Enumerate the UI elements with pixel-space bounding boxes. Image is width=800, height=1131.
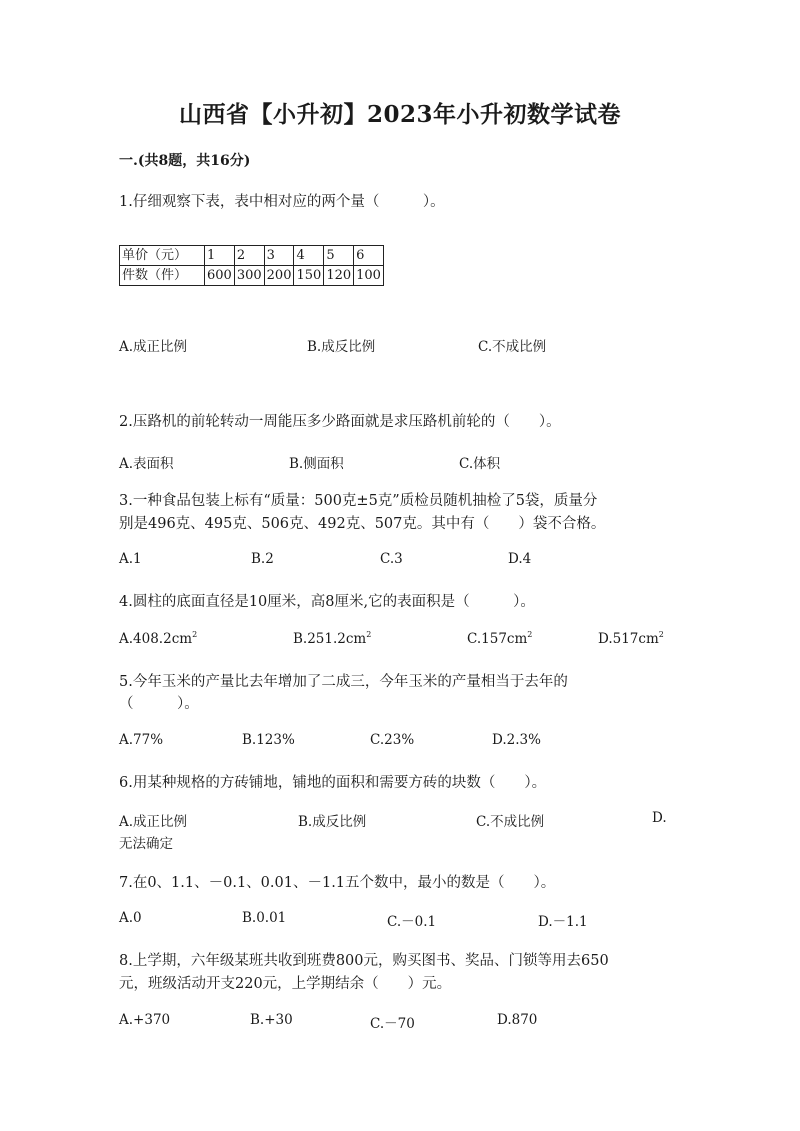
option-c[interactable]: C.－70: [370, 1016, 415, 1032]
table-cell: 300: [234, 266, 264, 286]
option-d[interactable]: D.870: [497, 1012, 538, 1028]
table-row: [120, 246, 384, 266]
question-8-line-1: 8.上学期，六年级某班共收到班费800元，购买图书、奖品、门锁等用去650: [119, 953, 609, 969]
option-b[interactable]: B.123%: [242, 732, 295, 748]
option-a[interactable]: A.77%: [119, 732, 164, 748]
table-cell: 4: [294, 246, 324, 266]
table-cell: 1: [205, 246, 235, 266]
option-text: C.157cm: [467, 631, 528, 647]
unit-superscript: 2: [527, 630, 533, 639]
question-1: 1.仔细观察下表，表中相对应的两个量（ ）。: [119, 194, 445, 210]
option-text: D.517cm: [598, 631, 659, 647]
option-c[interactable]: C.－0.1: [387, 914, 437, 930]
option-c[interactable]: C.体积: [459, 456, 501, 472]
option-b[interactable]: B.侧面积: [289, 456, 344, 472]
question-5-line-2: （ ）。: [119, 696, 199, 712]
table-cell: 150: [294, 266, 324, 286]
option-d[interactable]: D.4: [508, 551, 532, 567]
option-a[interactable]: A.1: [119, 551, 142, 567]
option-a[interactable]: A.+370: [119, 1012, 171, 1028]
table-cell: 120: [324, 266, 354, 286]
table-cell: 600: [205, 266, 235, 286]
table-cell: 单价（元）: [120, 246, 205, 266]
question-5-line-1: 5.今年玉米的产量比去年增加了二成三，今年玉米的产量相当于去年的: [119, 674, 568, 690]
option-c[interactable]: [467, 630, 532, 647]
option-a[interactable]: A.0: [119, 910, 142, 926]
option-d[interactable]: [598, 630, 664, 647]
section-heading: 一.(共8题，共16分): [119, 153, 251, 169]
option-text: B.251.2cm: [293, 631, 367, 647]
option-a[interactable]: A.表面积: [119, 456, 174, 472]
option-d[interactable]: D.: [652, 810, 667, 826]
option-a[interactable]: A.成正比例: [119, 339, 188, 355]
unit-superscript: 2: [192, 630, 198, 639]
option-text: A.408.2cm: [119, 631, 193, 647]
question-8-line-2: 元，班级活动开支220元，上学期结余（ ）元。: [119, 976, 452, 992]
option-d-text[interactable]: 无法确定: [119, 836, 173, 852]
table-cell: 100: [354, 266, 384, 286]
option-c[interactable]: C.23%: [370, 732, 415, 748]
question-4: 4.圆柱的底面直径是10厘米，高8厘米,它的表面积是（ ）。: [119, 594, 535, 610]
table-cell: 200: [264, 266, 294, 286]
table-row: [120, 266, 384, 286]
question-7: 7.在0、1.1、－0.1、0.01、－1.1五个数中，最小的数是（ ）。: [119, 875, 556, 891]
option-a[interactable]: A.成正比例: [119, 814, 188, 830]
option-b[interactable]: B.0.01: [242, 910, 287, 926]
unit-superscript: 2: [658, 630, 664, 639]
option-c[interactable]: C.3: [380, 551, 403, 567]
option-c[interactable]: C.不成比例: [476, 814, 545, 830]
question-2: 2.压路机的前轮转动一周能压多少路面就是求压路机前轮的（ ）。: [119, 414, 561, 430]
option-d[interactable]: D.2.3%: [492, 732, 541, 748]
option-b[interactable]: [293, 630, 371, 647]
option-c[interactable]: C.不成比例: [478, 339, 547, 355]
question-6: 6.用某种规格的方砖铺地，铺地的面积和需要方砖的块数（ ）。: [119, 775, 547, 791]
question-1-table: [119, 245, 384, 286]
table-cell: 6: [354, 246, 384, 266]
unit-superscript: 2: [366, 630, 372, 639]
page-title: 山西省【小升初】2023年小升初数学试卷: [178, 101, 621, 128]
option-b[interactable]: B.+30: [250, 1012, 293, 1028]
option-b[interactable]: B.成反比例: [307, 339, 376, 355]
option-d[interactable]: D.－1.1: [538, 914, 588, 930]
option-a[interactable]: [119, 630, 197, 647]
question-3-line-1: 3.一种食品包装上标有“质量：500克±5克”质检员随机抽检了5袋，质量分: [119, 493, 598, 509]
question-3-line-2: 别是496克、495克、506克、492克、507克。其中有（ ）袋不合格。: [119, 516, 606, 532]
table-cell: 2: [234, 246, 264, 266]
table-cell: 3: [264, 246, 294, 266]
option-b[interactable]: B.2: [251, 551, 274, 567]
option-b[interactable]: B.成反比例: [298, 814, 367, 830]
table-cell: 5: [324, 246, 354, 266]
table-cell: 件数（件）: [120, 266, 205, 286]
